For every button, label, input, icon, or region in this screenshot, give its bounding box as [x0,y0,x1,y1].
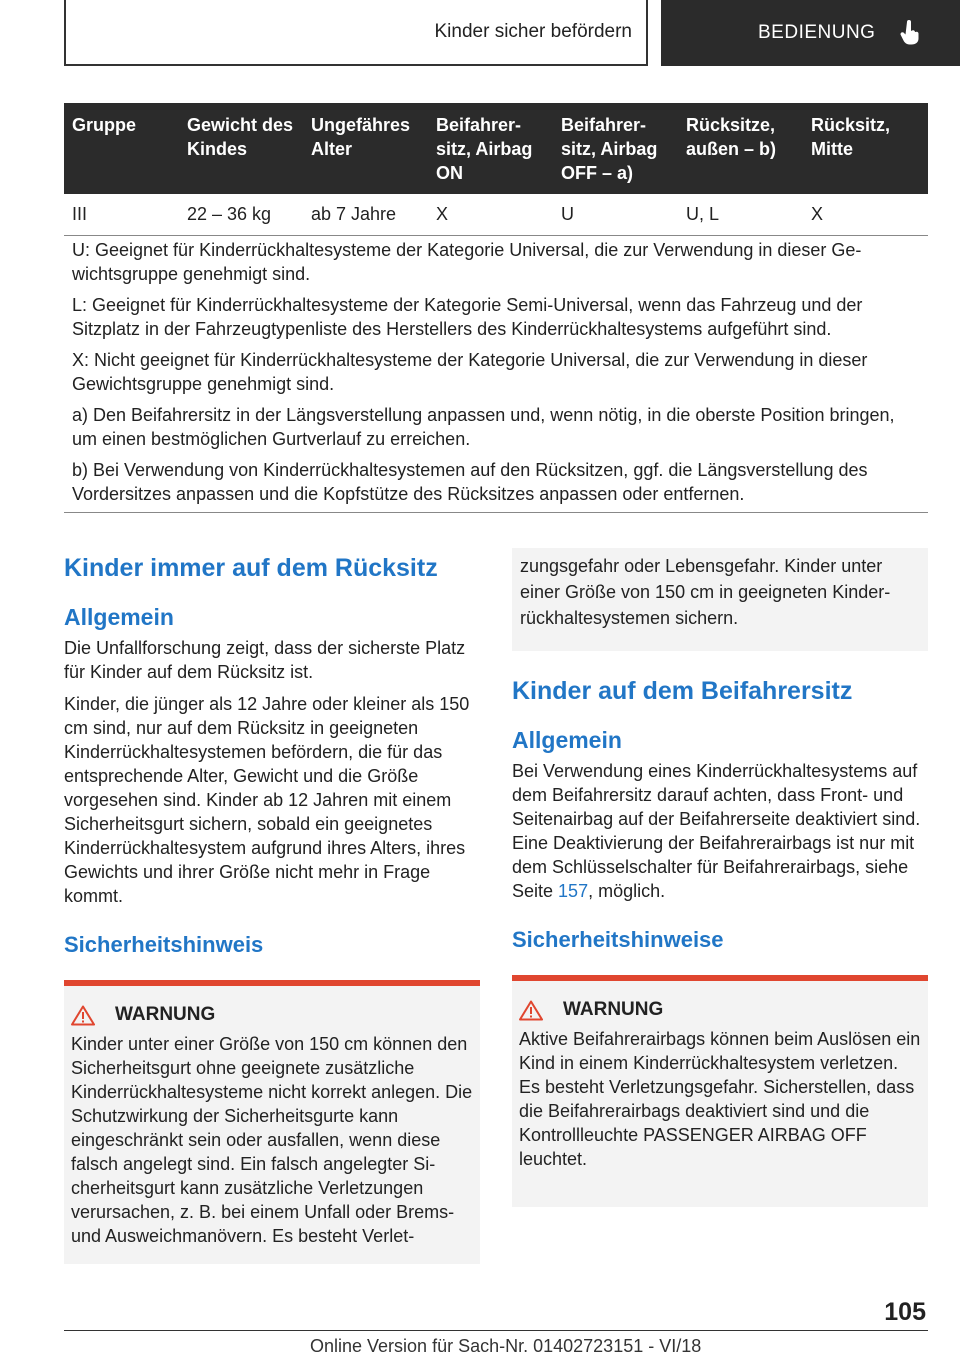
table-header-cell: Rücksitz, Mitte [803,103,928,194]
table-note: a) Den Beifahrersitz in der Längsverstellung anpassen und, wenn nötig, in die oberste Position bringen, um einen bestmöglichen Gurtverlauf zu erreichen. [72,405,895,449]
table-cell: U, L [678,194,803,235]
table-row [64,194,928,235]
subsection-title-general: Allgemein [512,727,622,753]
table-note: X: Nicht geeignet für Kinderrückhaltesysteme der Kategorie Universal, die zur Verwendung in dieser Gewichtsgruppe genehmigt sind. [72,350,868,394]
safety-heading: Sicherheitshinweise [512,927,724,952]
warning-box [64,980,480,1264]
table-cell: III [64,194,179,235]
warning-text: Aktive Beifahrerairbags können beim Auslösen ein Kind in einem Kinderrückhaltesystem verletzen. Es besteht Verletzungsgefahr. Sicherstellen, dass die Beifahrerairbags deaktiviert sind und die Kontrollleuchte PASSENGER AIRBAG OFF leuchtet. [519,1029,921,1169]
warning-text: Kinder unter einer Größe von 150 cm können den Sicherheitsgurt ohne geeignete zusätzliche Kinderrückhaltesysteme nicht korrekt anlegen. Die Schutzwirkung der Sicherheitsgurte kann eingeschränkt sein oder ausfallen, wenn diese falsch angelegt sind. Ein falsch angelegter Sicherheitsgurt kann zusätzliche Verletzungen verursachen, z. B. bei einem Unfall oder Brems- und Ausweichmanövern. Es besteht Verlet- [71,1034,473,1246]
paragraph: Die Unfallforschung zeigt, dass der sicherste Platz für Kinder auf dem Rücksitz ist. [64,638,466,682]
footer-divider [64,1330,928,1331]
page-link[interactable]: 157 [558,881,589,901]
table-note: L: Geeignet für Kinderrückhaltesysteme der Kategorie Semi-Universal, wenn das Fahrzeug und der Sitzplatz in der Fahrzeugtypenliste des Herstellers des Kinderrückhaltesystems aufgeführt sind. [72,295,863,339]
subsection-title-general: Allgemein [64,604,174,630]
header-section-box [64,0,648,66]
page-number: 105 [884,1298,926,1326]
hand-pointer-icon [899,20,921,46]
right-column [512,548,928,1207]
table-header-cell: Beifahrersitz, Airbag ON [428,103,553,194]
table-cell: ab 7 Jahre [303,194,428,235]
table-cell: U [553,194,678,235]
safety-heading: Sicherheitshinweis [64,932,264,957]
table-cell: X [803,194,928,235]
table-notes [64,233,928,513]
paragraph-text: Bei Verwendung eines Kinderrückhaltesystems auf dem Beifahrersitz darauf achten, dass Front- und Seitenairbag auf der Beifahrerseite deaktiviert sind. Eine Deaktivierung der Beifahrerairbags ist nur mit dem Schlüsselschalter für Beifahrerairbags, siehe Seite [512,761,921,901]
header-chapter-box [661,0,960,66]
paragraph-text-end: , möglich. [588,881,666,901]
warning-box [512,975,928,1207]
table-cell: X [428,194,553,235]
table-note: U: Geeignet für Kinderrückhaltesysteme der Kategorie Universal, die zur Verwendung in dieser Gewichtsgruppe genehmigt sind. [72,240,862,284]
warning-continuation-box [512,548,928,651]
table-header-cell: Gruppe [64,103,179,194]
warning-continued-text: zungsgefahr oder Lebensgefahr. Kinder unter einer Größe von 150 cm in geeigneten Kinderrückhaltesystemen sichern. [520,556,891,628]
section-title-rear-seat: Kinder immer auf dem Rücksitz [64,554,438,582]
paragraph [512,759,928,903]
warning-title [519,999,922,1021]
table-header-row [64,103,928,194]
warning-label: WARNUNG [563,999,664,1020]
warning-triangle-icon [519,1000,543,1021]
left-column [64,548,480,1264]
section-title-passenger-seat: Kinder auf dem Beifahrersitz [512,677,853,705]
header-chapter-title: BEDIENUNG [758,22,876,43]
footer-online-version: Online Version für Sach-Nr. 01402723151 - VI/18 [310,1336,702,1356]
table-cell: 22 – 36 kg [179,194,303,235]
warning-label: WARNUNG [115,1004,216,1025]
table-header-cell: Rücksitze, außen – b) [678,103,803,194]
paragraph: Kinder, die jünger als 12 Jahre oder kleiner als 150 cm sind, nur auf dem Rücksitz in geeigneten Kinderrückhaltesystemen befördern, die für das entsprechende Alter, Gewicht und die Größe vorgesehen sind. Kinder ab 12 Jahren mit einem Sicherheitsgurt sichern, sobald ein geeignetes Kinderrückhaltesystem aufgrund ihres Alters, ihres Gewichts und ihrer Größe nicht mehr in Frage kommt. [64,694,470,906]
table-note: b) Bei Verwendung von Kinderrückhaltesystemen auf den Rücksitzen, ggf. die Längsverstellung des Vordersitzes anpassen und die Kopfstütze des Rücksitzes anpassen oder entfernen. [72,460,868,504]
table-header-cell: Gewicht des Kindes [179,103,303,194]
child-seat-table [64,103,928,236]
table-header-cell: Beifahrersitz, Airbag OFF – a) [553,103,678,194]
warning-triangle-icon [71,1005,95,1026]
header-section-title: Kinder sicher befördern [434,21,632,42]
warning-title [71,1004,474,1026]
table-header-cell: Ungefähres Alter [303,103,428,194]
